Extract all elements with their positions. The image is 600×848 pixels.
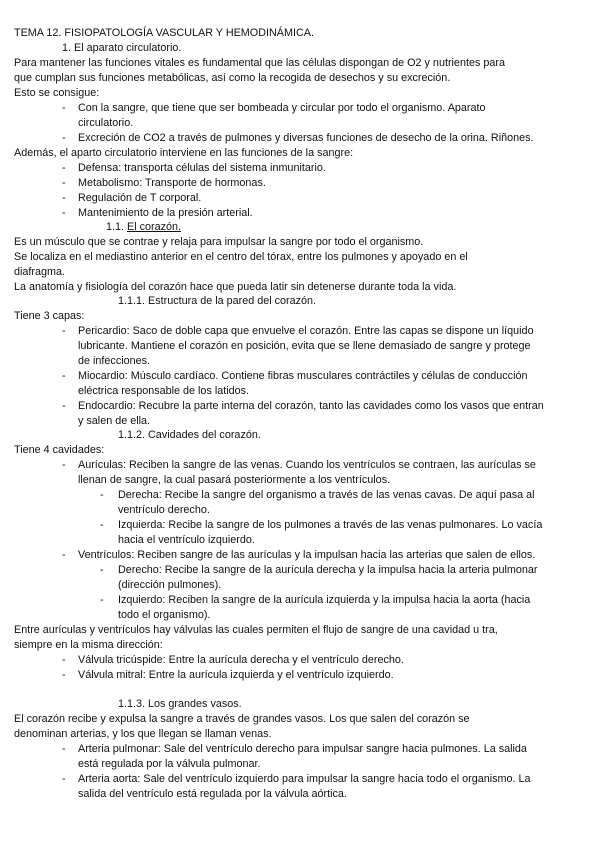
list-item: Con la sangre, que tiene que ser bombeada y circular por todo el organismo. Aparato — [78, 102, 486, 114]
list-dash: - — [62, 207, 66, 219]
sub-list-item: Derecho: Recibe la sangre de la aurícula derecha y la impulsa hacia la arteria pulmonar — [118, 564, 538, 576]
list-item: Defensa: transporta células del sistema inmunitario. — [78, 162, 326, 174]
section-heading-1-1: El corazón. — [127, 221, 182, 233]
list-dash: - — [62, 370, 66, 382]
paragraph-line: denominan arterias, y los que llegan se llaman venas. — [14, 728, 272, 740]
section-number-1-1: 1.1. — [106, 221, 125, 233]
list-item: Endocardio: Recubre la parte interna del corazón, tanto las cavidades como los vasos que entran — [78, 400, 544, 412]
list-dash: - — [62, 102, 66, 114]
paragraph-line: diafragma. — [14, 266, 66, 278]
list-dash: - — [62, 669, 66, 681]
list-item: llenan de sangre, la cual pasará posteriormente a los ventrículos. — [78, 474, 391, 486]
list-dash: - — [100, 519, 104, 531]
paragraph-line: siempre en la misma dirección: — [14, 639, 163, 651]
paragraph-line: Es un músculo que se contrae y relaja para impulsar la sangre por todo el organismo. — [14, 236, 424, 248]
list-item: Ventrículos: Reciben sangre de las aurículas y la impulsan hacia las arterias que salen de ellos. — [78, 549, 536, 561]
list-item: está regulada por la válvula pulmonar. — [78, 758, 261, 770]
list-item: Regulación de T corporal. — [78, 192, 202, 204]
paragraph-line: Además, el aparto circulatorio interviene en las funciones de la sangre: — [14, 147, 354, 159]
list-dash: - — [62, 400, 66, 412]
list-dash: - — [62, 743, 66, 755]
sub-list-item: Izquierda: Recibe la sangre de los pulmones a través de las venas pulmonares. Lo vacía — [118, 519, 543, 531]
paragraph-line: Para mantener las funciones vitales es fundamental que las células dispongan de O2 y nutrientes para — [14, 57, 505, 69]
list-dash: - — [62, 654, 66, 666]
list-dash: - — [62, 773, 66, 785]
list-dash: - — [62, 177, 66, 189]
paragraph-line: El corazón recibe y expulsa la sangre a través de grandes vasos. Los que salen del corazón se — [14, 713, 470, 725]
section-heading-1-1-2: 1.1.2. Cavidades del corazón. — [118, 429, 261, 441]
paragraph-line: Esto se consigue: — [14, 87, 100, 99]
sub-list-item: Izquierdo: Reciben la sangre de la aurícula izquierda y la impulsa hacia la aorta (hacia — [118, 594, 531, 606]
list-item: circulatorio. — [78, 117, 134, 129]
list-dash: - — [62, 459, 66, 471]
paragraph-line: La anatomía y fisiología del corazón hace que pueda latir sin detenerse durante toda la vida. — [14, 281, 457, 293]
list-dash: - — [100, 594, 104, 606]
paragraph-line: Se localiza en el mediastino anterior en el centro del tórax, entre los pulmones y apoyado en el — [14, 251, 468, 263]
paragraph-line: Tiene 3 capas: — [14, 310, 85, 322]
paragraph-line: Tiene 4 cavidades: — [14, 444, 105, 456]
list-item: Arteria pulmonar: Sale del ventrículo derecho para impulsar sangre hacia pulmones. La salida — [78, 743, 527, 755]
section-heading-1: 1. El aparato circulatorio. — [62, 42, 182, 54]
list-item: y salen de ella. — [78, 415, 151, 427]
sub-list-item: ventrículo derecho. — [118, 504, 210, 516]
list-item: Aurículas: Reciben la sangre de las venas. Cuando los ventrículos se contraen, las aurículas se — [78, 459, 536, 471]
sub-list-item: hacia el ventrículo izquierdo. — [118, 534, 255, 546]
list-item: de infecciones. — [78, 355, 151, 367]
list-dash: - — [62, 549, 66, 561]
list-dash: - — [62, 192, 66, 204]
paragraph-line: Entre aurículas y ventrículos hay válvulas las cuales permiten el flujo de sangre de una cavidad u tra, — [14, 624, 498, 636]
list-item: Válvula mitral: Entre la aurícula izquierda y el ventrículo izquierdo. — [78, 669, 394, 681]
list-dash: - — [100, 564, 104, 576]
list-item: Arteria aorta: Sale del ventrículo izquierdo para impulsar la sangre hacia todo el organismo. La — [78, 773, 531, 785]
list-item: Miocardio: Músculo cardíaco. Contiene fibras musculares contráctiles y células de conducción — [78, 370, 528, 382]
list-item: Pericardio: Saco de doble capa que envuelve el corazón. Entre las capas se dispone un líquido — [78, 325, 534, 337]
sub-list-item: Derecha: Recibe la sangre del organismo a través de las venas cavas. De aquí pasa al — [118, 489, 535, 501]
list-item: Mantenimiento de la presión arterial. — [78, 207, 253, 219]
list-dash: - — [62, 162, 66, 174]
sub-list-item: (dirección pulmones). — [118, 579, 222, 591]
section-heading-1-1-1: 1.1.1. Estructura de la pared del corazón. — [118, 295, 317, 307]
section-heading-1-1-3: 1.1.3. Los grandes vasos. — [118, 698, 242, 710]
list-item: lubricante. Mantiene el corazón en posición, evita que se llene demasiado de sangre y protege — [78, 340, 531, 352]
list-item: Metabolismo: Transporte de hormonas. — [78, 177, 266, 189]
paragraph-line: que cumplan sus funciones metabólicas, así como la recogida de desechos y su excreción. — [14, 72, 451, 84]
list-item: salida del ventrículo está regulada por la válvula aórtica. — [78, 788, 347, 800]
list-item: Excreción de CO2 a través de pulmones y diversas funciones de desecho de la orina. Riñones. — [78, 132, 534, 144]
list-dash: - — [62, 325, 66, 337]
list-dash: - — [100, 489, 104, 501]
list-dash: - — [62, 132, 66, 144]
sub-list-item: todo el organismo). — [118, 609, 211, 621]
list-item: eléctrica responsable de los latidos. — [78, 385, 250, 397]
list-item: Válvula tricúspide: Entre la aurícula derecha y el ventrículo derecho. — [78, 654, 404, 666]
document-title: TEMA 12. FISIOPATOLOGÍA VASCULAR Y HEMODINÁMICA. — [14, 27, 314, 39]
